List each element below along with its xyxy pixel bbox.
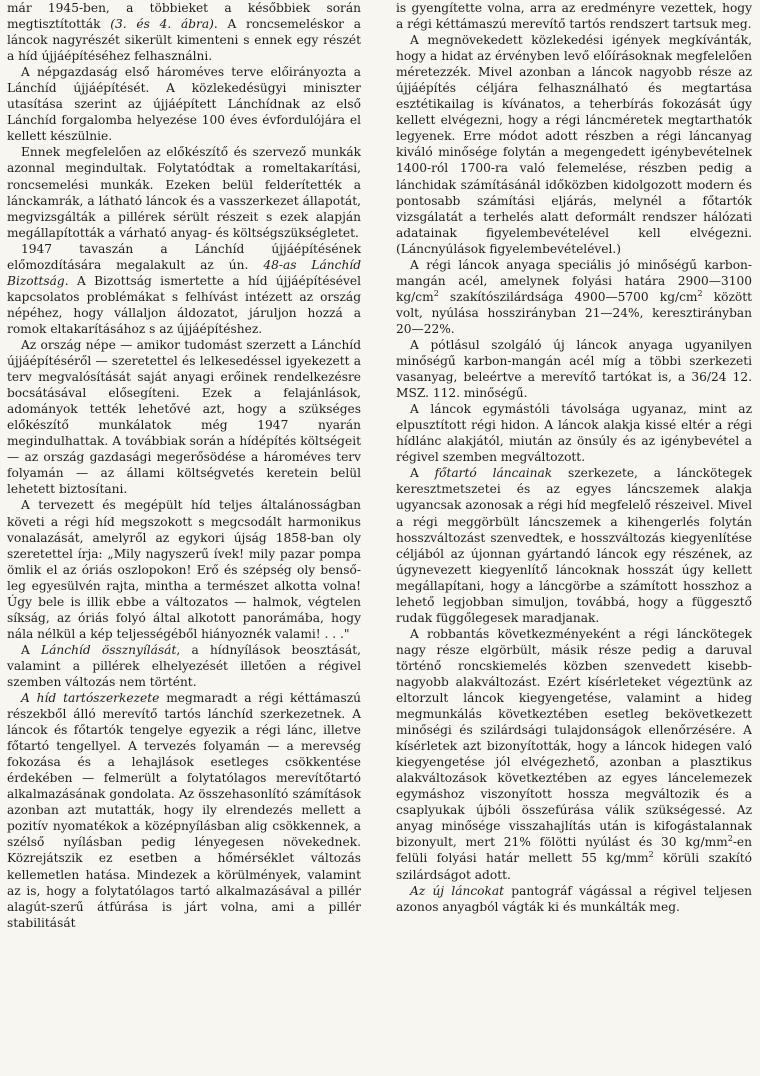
italic-text: (3. és 4. ábra): [110, 17, 214, 32]
text-run: , a hídnyílások beosztását, valamint a pillérek elhelyezését illetően a régivel szemben változás nem történt.: [7, 642, 361, 689]
text-run: A láncok egymástóli távolsága ugyanaz, mint az elpusztított régi hidon. A láncok alakja kissé eltér a régi hídlánc alakjától, miután az önsúly és az igénybevétel a régivel szemben megváltozott.: [396, 402, 752, 465]
paragraph: [396, 465, 752, 625]
paragraph: [7, 241, 361, 337]
text-run: már 1945-ben, a többieket a későbbiek során megtisztították: [7, 1, 361, 32]
paragraph: [396, 401, 752, 465]
paragraph: [7, 144, 361, 240]
text-run: -en felüli folyási határ mellett 55 kg/mm: [396, 835, 752, 866]
text-run: A: [21, 642, 42, 657]
paragraph: [396, 626, 752, 883]
paragraph: [396, 337, 752, 401]
italic-text: Lánchíd össznyílását: [41, 642, 177, 657]
text-run: is gyengítette volna, arra az eredményre vezettek, hogy a régi kéttámaszú merevítő tartós rendszert tartsuk meg.: [396, 1, 752, 32]
paragraph: [7, 642, 361, 690]
text-run: pantográf vágással a régivel teljesen azonos anyagból vágták ki és munkálták meg.: [396, 883, 753, 914]
text-run: A pótlásul szolgáló új láncok anyaga ugyanilyen minőségű karbon-mangán acél míg a többi szerkezeti vasanyag, beleértve a merevítő tartókat is, a 36/24 12. MSZ. 112. minőségű.: [396, 337, 752, 401]
text-run: Az ország népe — amikor tudomást szerzett a Lánchíd újjáépítéséről — szeretettel és lelkesedéssel igyekezett a terv megvalósítását saját anyagi erőinek rendelkezésre bocsátásával elősegíteni. Ezek a felajánlások, adományok tették lehetővé azt, hogy a szükséges előkészítő munkálatok még 1947 nyarán megindulhattak. A továbbiak során a hídépítés költségeit — az ország gazdasági megerősödése a hároméves terv folyamán — az állami költségvetés keretein belül lehetett biztosítani.: [7, 337, 361, 497]
paragraph: [396, 883, 752, 915]
italic-text: 48-as Lánchíd Bizottság: [7, 257, 362, 288]
paragraph: [7, 0, 361, 64]
text-run: szerkezete, a lánckötegek keresztmetszetei és az egyes láncszemek alakja ugyancsak azonosak a régi híd megfelelő részeivel. Mivel a régi meggörbült láncszemek a kihengerlés folytán hosszváltozást szenvedtek, e hosszváltozás kiegyenlítése céljából az újonnan gyártandó láncok egy részének, az úgynevezett kiegyenlítő láncoknak hosszát úgy kellett megállapítani, hogy a láncgörbe a számított hosszhoz a lehető legjobban simuljon, továbbá, hogy a függesztő rudak függőlegesek maradjanak.: [396, 466, 752, 625]
superscript: 2: [433, 288, 439, 298]
text-run: között volt, nyúlása hosszirányban 21—24%, keresztirányban 20—22%.: [396, 289, 753, 336]
text-run: A régi láncok anyaga speciális jó minőségű karbon-mangán acél, amelynek folyási határa 2900—3100 kg/cm: [396, 257, 752, 304]
text-run: 1947 tavaszán a Lánchíd újjáépítésének előmozdítására megalakult az ún.: [7, 241, 361, 272]
text-run: A tervezett és megépült híd teljes általánosságban követi a régi híd megszokott s megcsodált harmonikus vonalazását, amelyről az egykori újság 1858-ban oly szeretettel írja: „Mily nagyszerű ívek! mily pazar pompa ömlik el az óriás oszlopokon! Erő és szépség oly bensőleg egyesülvén rajta, mintha a természet alkotta volna! Úgy bele is illik ebbe a változatos — halmok, végtelen síkság, az óriás folyó által alkotott panorámába, hogy nála nélkül a kép teljességéből hiányoznék valami! . . .": [7, 498, 361, 641]
text-run: A robbantás következményeként a régi lánckötegek nagy része elgörbült, másik része pedig a daruval történő roncskiemelés közben szenvedett kisebb-nagyobb alakváltozást. Ezért kísérleteket végeztünk az eltorzult láncok kiegyengetése, valamint a hideg megmunkálás következtében esetleg bekövetkezett minőségi és szilárdsági tulajdonságok ellenőrzésére. A kísérletek azt bizonyították, hogy a láncok hidegen való kiegyengetése jól elvégezhető, azonban a plasztikus alakváltozások következtében az egyes láncelemezek egymáshoz viszonyított hossza megváltozik és a csaplyukak újbóli összefúrása válik szükségessé. Az anyag minősége visszahajlítás után is kifogástalannak bizonyult, mert 21% fölötti nyúlást és 30 kg/mm: [396, 626, 752, 850]
text-run: szakítószilárdsága 4900—5700 kg/cm: [438, 289, 698, 304]
text-run: A megnövekedett közlekedési igények megkívánták, hogy a hidat az érvényben levő előírásoknak megfelelően méretezzék. Mivel azonban a láncok nagyobb része az újjáépítés céljára felhasználható és megtartása esztétikailag is kívánatos, a teherbírás fokozását úgy kellett elvégezni, hogy a régi láncméretek megtarthatók legyenek. Erre módot adott részben a régi láncanyag kiváló minősége folytán a megengedett igénybevételnek 1400-ról 1700-ra való felemelése, részben pedig a lánchidak számításánál időközben kidolgozott modern és pontosabb számítási eljárás, melynél a főtartók vizsgálatát a terhelés alatt deformált rendszer hálózati adatainak figyelembevételével kell elvégezni. (Láncnyúlások figyelembevételével.): [396, 33, 752, 256]
text-column-right: [396, 0, 752, 915]
text-run: . A Bizottság ismertette a híd újjáépítésével kapcsolatos problémákat s felhívást intézett az ország népéhez, hogy vállaljon áldozatot, járuljon hozzá a romok eltakarításához s az újjáépítéshez.: [7, 273, 361, 336]
superscript: 2: [727, 834, 733, 844]
paragraph: [7, 497, 361, 641]
paragraph: [7, 690, 361, 931]
text-column-left: [7, 0, 361, 931]
text-run: A: [410, 466, 435, 481]
italic-text: főtartó láncainak: [434, 466, 553, 481]
text-run: . A roncsemeléskor a láncok nagyrészét sikerült kimenteni s ennek egy részét a híd újjáépítéséhez felhasználni.: [7, 17, 361, 64]
paragraph: [396, 32, 752, 257]
paragraph: [7, 64, 361, 144]
text-run: megmaradt a régi kéttámaszú részekből álló merevítő tartós lánchíd szerkezetnek. A láncok és főtartók tengelye egyezik a régi lánc, illetve főtartó tengellyel. A tervezés folyamán — a merevség fokozása és a lehajlások esetleges csökkentése érdekében — felmerült a folytatólagos merevítőtartó alkalmazásának gondolata. Az összehasonlító számítások azonban azt mutatták, hogy ily elrendezés mellett a pozitív nyomatékok a középnyílásban alig csökkennek, a szélső nyílásban pedig lényegesen növekednek. Közrejátszik ez esetben a hőmérséklet változás kellemetlen hatása. Mindezek a körülmények, valamint az is, hogy a folytatólagos tartó alkalmazásával a pillér alagút-szerű átfúrása is járt volna, ami a pillér stabilitását: [7, 691, 361, 930]
text-run: körüli szakító szilárdságot adott.: [396, 851, 752, 882]
superscript: 2: [697, 288, 703, 298]
text-run: Ennek megfelelően az előkészítő és szervező munkák azonnal megindultak. Folytatódtak a romeltakarítási, roncsemelési munkák. Ezeken belül felderítették a lánckamrák, a látható láncok és a vasszerkezet állapotát, megvizsgálták a pillérek sérült részeit s ezek alapján megállapították a várható anyag- és költségszükségletet.: [7, 145, 361, 240]
paragraph: [7, 337, 361, 497]
italic-text: Az új láncokat: [410, 883, 505, 898]
text-run: A népgazdaság első hároméves terve előirányozta a Lánchíd újjáépítését. A közlekedésügyi miniszter utasítása szerint az újjáépített Lánchídnak az első Lánchíd forgalomba helyezése 100 éves évfordulójára el kellett készülnie.: [7, 65, 361, 144]
italic-text: A híd tartószerkezete: [21, 691, 160, 706]
superscript: 2: [648, 850, 654, 860]
paragraph: [396, 257, 752, 337]
paragraph: [396, 0, 752, 32]
